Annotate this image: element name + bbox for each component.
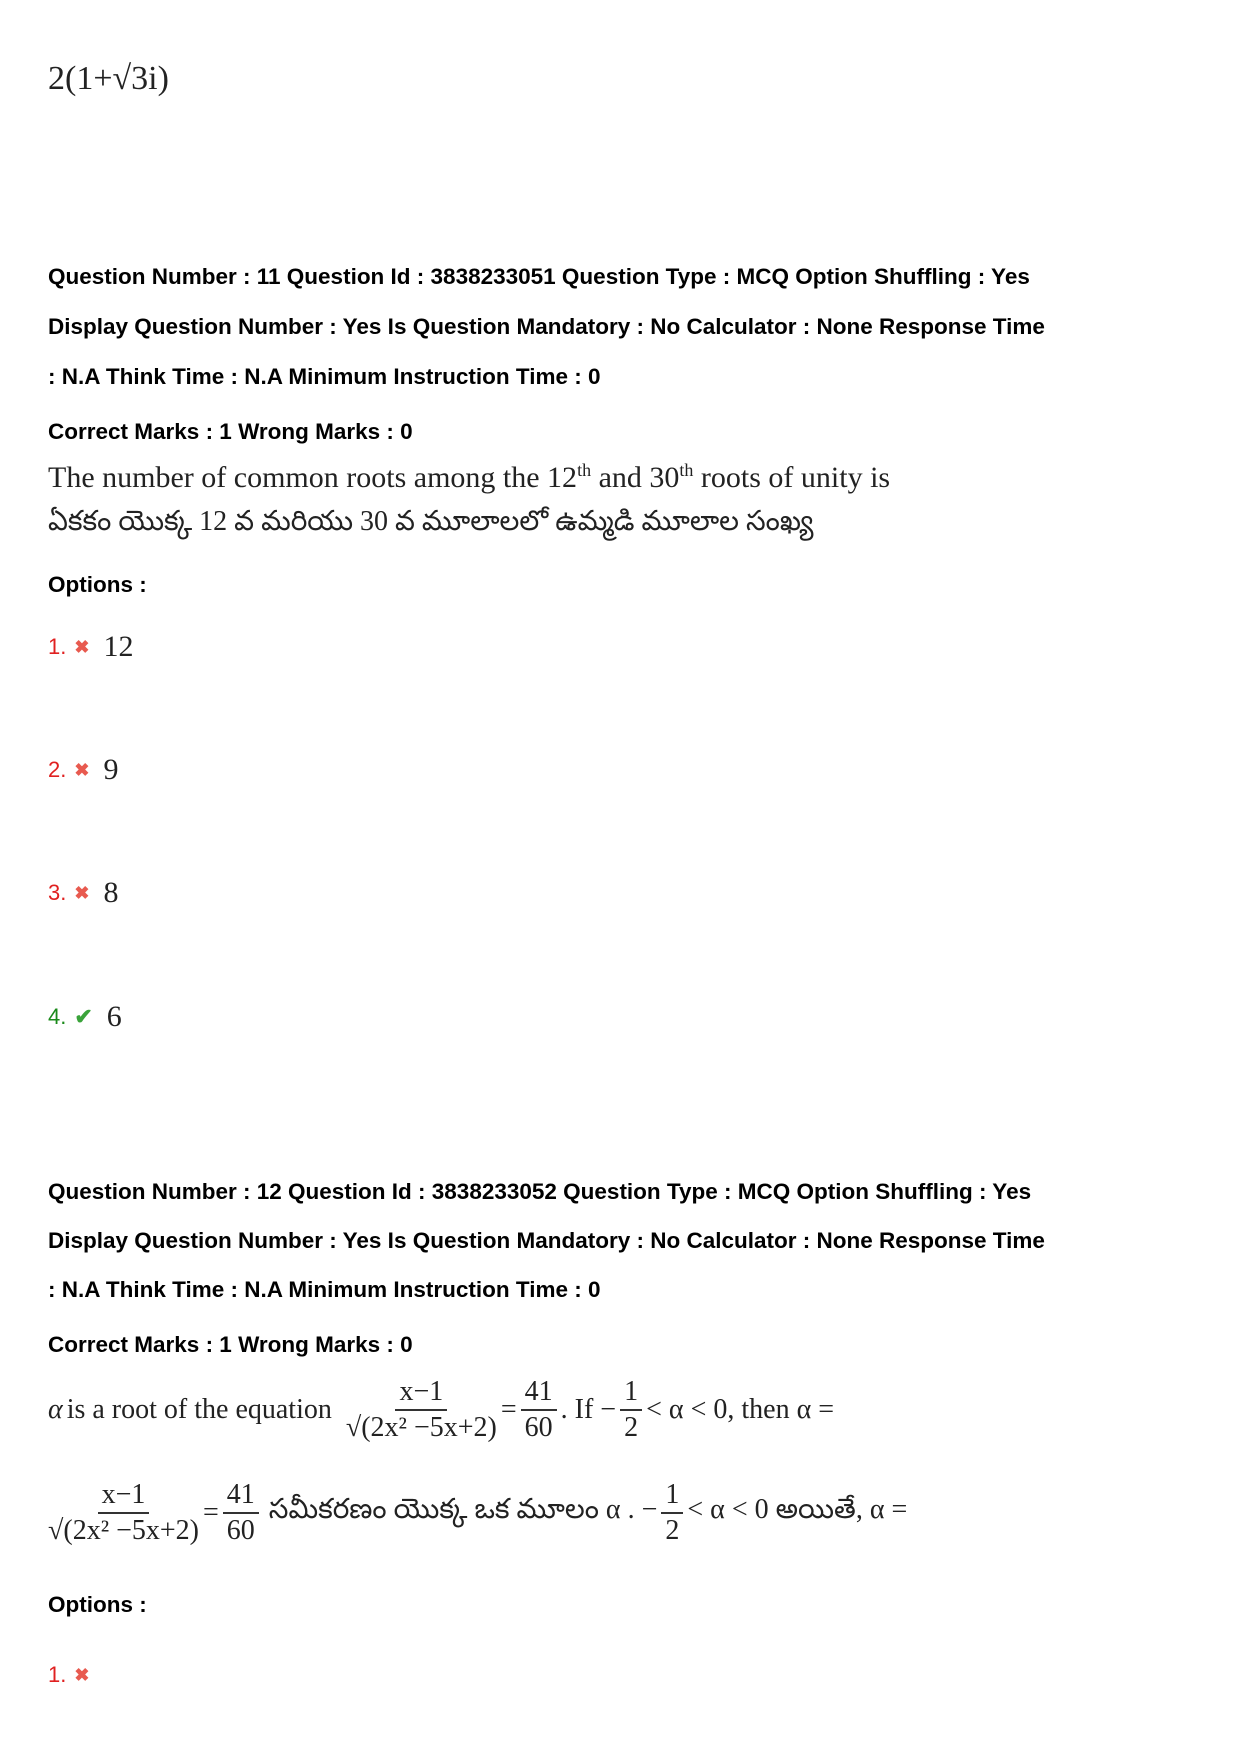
numerator: x−1 bbox=[395, 1375, 447, 1411]
option-4[interactable] bbox=[48, 1000, 122, 1034]
numerator: 1 bbox=[620, 1375, 642, 1411]
question-meta-line: Question Number : 11 Question Id : 3838233051 Question Type : MCQ Option Shuffling : Yes bbox=[48, 264, 1030, 289]
numerator: 41 bbox=[223, 1478, 259, 1514]
marks-line: Correct Marks : 1 Wrong Marks : 0 bbox=[48, 419, 413, 444]
superscript: th bbox=[679, 460, 694, 480]
text: roots of unity is bbox=[693, 461, 891, 494]
option-number: 1. bbox=[48, 1662, 67, 1687]
question-text-en bbox=[48, 1375, 834, 1445]
fraction bbox=[620, 1375, 642, 1445]
cross-icon: ✖ bbox=[74, 882, 90, 903]
text: and 30 bbox=[591, 461, 680, 494]
question-text-te: ఏకకం యొక్క 12 వ మరియు 30 వ మూలాలలో ఉమ్మడి మూలాల సంఖ్య bbox=[48, 506, 814, 537]
previous-option-value: 2(1+√3i) bbox=[48, 60, 169, 97]
text: సమీకరణం యొక్క ఒక మూలం α . − bbox=[268, 1494, 658, 1525]
equals: = bbox=[203, 1497, 219, 1528]
option-1[interactable] bbox=[48, 630, 133, 664]
denominator: √(2x² −5x+2) bbox=[48, 1515, 199, 1546]
denominator: √(2x² −5x+2) bbox=[345, 1412, 497, 1443]
question-meta-line: : N.A Think Time : N.A Minimum Instruction Time : 0 bbox=[48, 364, 601, 389]
denominator: 2 bbox=[624, 1412, 639, 1443]
question-text-en bbox=[48, 460, 890, 495]
text: . If − bbox=[560, 1394, 617, 1425]
numerator: 41 bbox=[521, 1375, 557, 1411]
numerator: x−1 bbox=[98, 1478, 150, 1514]
denominator: 60 bbox=[226, 1515, 255, 1546]
text: < α < 0 అయితే, α = bbox=[687, 1494, 908, 1525]
option-value: 8 bbox=[103, 876, 119, 909]
options-label: Options : bbox=[48, 1592, 147, 1617]
numerator: 1 bbox=[661, 1478, 683, 1514]
option-number: 4. bbox=[48, 1004, 67, 1029]
fraction bbox=[48, 1478, 199, 1548]
cross-icon: ✖ bbox=[74, 759, 90, 780]
options-label: Options : bbox=[48, 572, 147, 597]
text: The number of common roots among the 12 bbox=[48, 461, 578, 494]
superscript: th bbox=[577, 460, 592, 480]
text: is a root of the equation bbox=[66, 1394, 332, 1425]
option-value: 6 bbox=[106, 1000, 122, 1033]
equals: = bbox=[500, 1394, 517, 1425]
fraction bbox=[346, 1375, 497, 1445]
fraction bbox=[223, 1478, 259, 1548]
cross-icon: ✖ bbox=[74, 1664, 90, 1685]
option-number: 3. bbox=[48, 880, 67, 905]
option-value: 9 bbox=[103, 753, 119, 786]
question-meta-line: Question Number : 12 Question Id : 3838233052 Question Type : MCQ Option Shuffling : Yes bbox=[48, 1179, 1032, 1204]
question-meta-line: Display Question Number : Yes Is Question Mandatory : No Calculator : None Response Time bbox=[48, 1228, 1045, 1253]
alpha-symbol: α bbox=[48, 1394, 63, 1425]
option-number: 2. bbox=[48, 757, 67, 782]
option-3[interactable] bbox=[48, 876, 118, 910]
cross-icon: ✖ bbox=[74, 636, 90, 657]
question-text-te bbox=[48, 1478, 907, 1548]
check-icon: ✔ bbox=[74, 1004, 93, 1029]
fraction bbox=[661, 1478, 683, 1548]
fraction bbox=[521, 1375, 557, 1445]
question-meta-line: : N.A Think Time : N.A Minimum Instruction Time : 0 bbox=[48, 1277, 601, 1302]
marks-line: Correct Marks : 1 Wrong Marks : 0 bbox=[48, 1332, 413, 1357]
denominator: 2 bbox=[665, 1515, 680, 1546]
option-number: 1. bbox=[48, 634, 67, 659]
option-2[interactable] bbox=[48, 753, 118, 787]
question-meta-line: Display Question Number : Yes Is Question Mandatory : No Calculator : None Response Time bbox=[48, 314, 1045, 339]
option-1[interactable] bbox=[48, 1662, 103, 1688]
text: < α < 0, then α = bbox=[646, 1394, 835, 1425]
denominator: 60 bbox=[524, 1412, 553, 1443]
option-value: 12 bbox=[103, 630, 134, 663]
